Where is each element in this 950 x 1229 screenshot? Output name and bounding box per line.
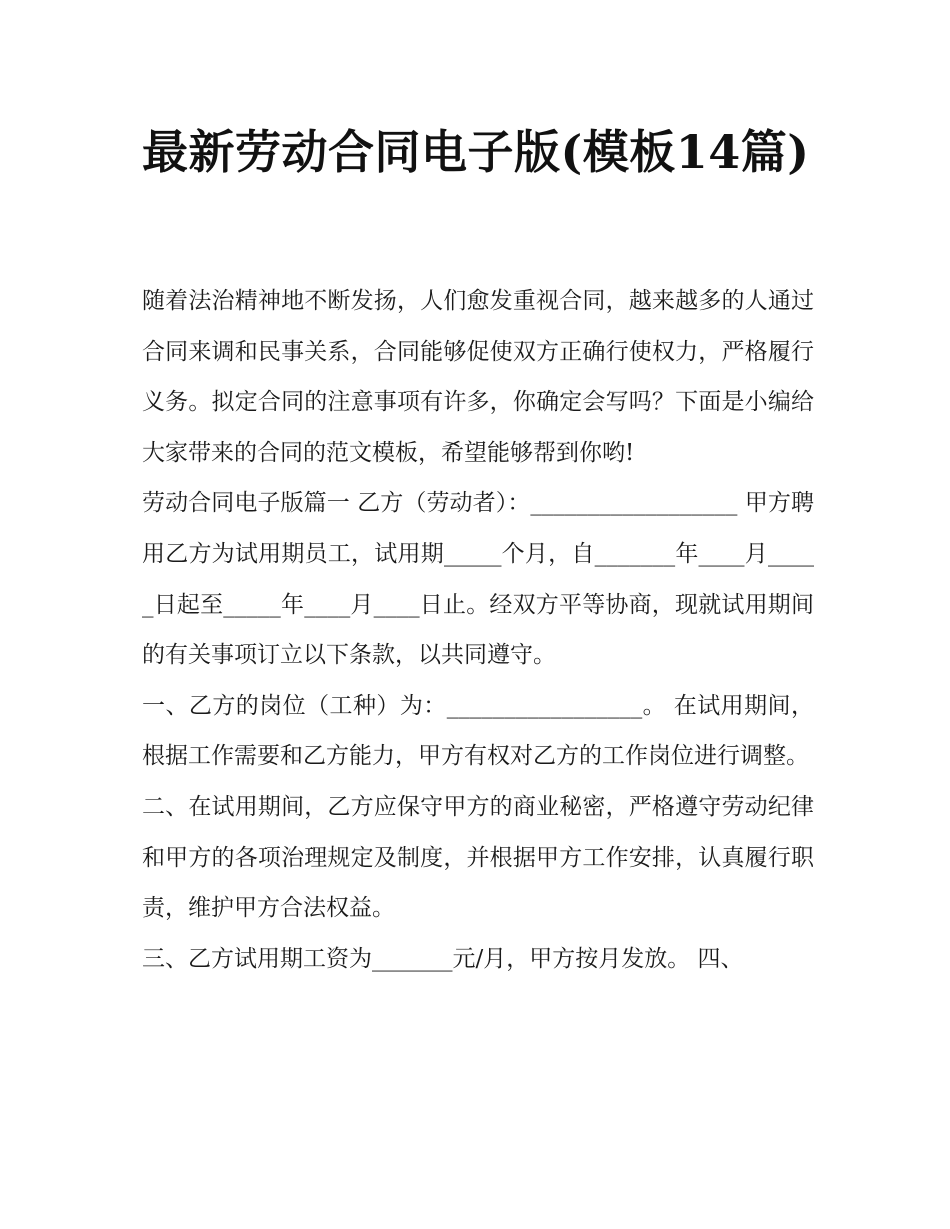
clause-three-paragraph: 三、乙方试用期工资为_______元/月，甲方按月发放。 四、 xyxy=(142,945,744,972)
document-title: 最新劳动合同电子版(模板14篇) xyxy=(142,125,810,179)
document-body xyxy=(142,276,814,984)
intro-paragraph: 随着法治精神地不断发扬，人们愈发重视合同，越来越多的人通过合同来调和民事关系，合同能够促使双方正确行使权力，严格履行义务。拟定合同的注意事项有许多，你确定会写吗？下面是小编给大家带来的合同的范文模板，希望能够帮到你哟! xyxy=(142,288,814,466)
clause-two-paragraph: 二、在试用期间，乙方应保守甲方的商业秘密，严格遵守劳动纪律和甲方的各项治理规定及制度，并根据甲方工作安排，认真履行职责，维护甲方合法权益。 xyxy=(142,793,814,922)
clause-one-paragraph: 一、乙方的岗位（工种）为：_________________。 在试用期间，根据工作需要和乙方能力，甲方有权对乙方的工作岗位进行调整。 xyxy=(142,692,814,770)
probation-term-paragraph: 劳动合同电子版篇一 乙方（劳动者）：__________________ 甲方聘用乙方为试用期员工，试用期_____个月，自_______年____月_____日起至_____年____月____日止。经双方平等协商，现就试用期间的有关事项订立以下条款，以共同遵守。 xyxy=(142,490,814,669)
